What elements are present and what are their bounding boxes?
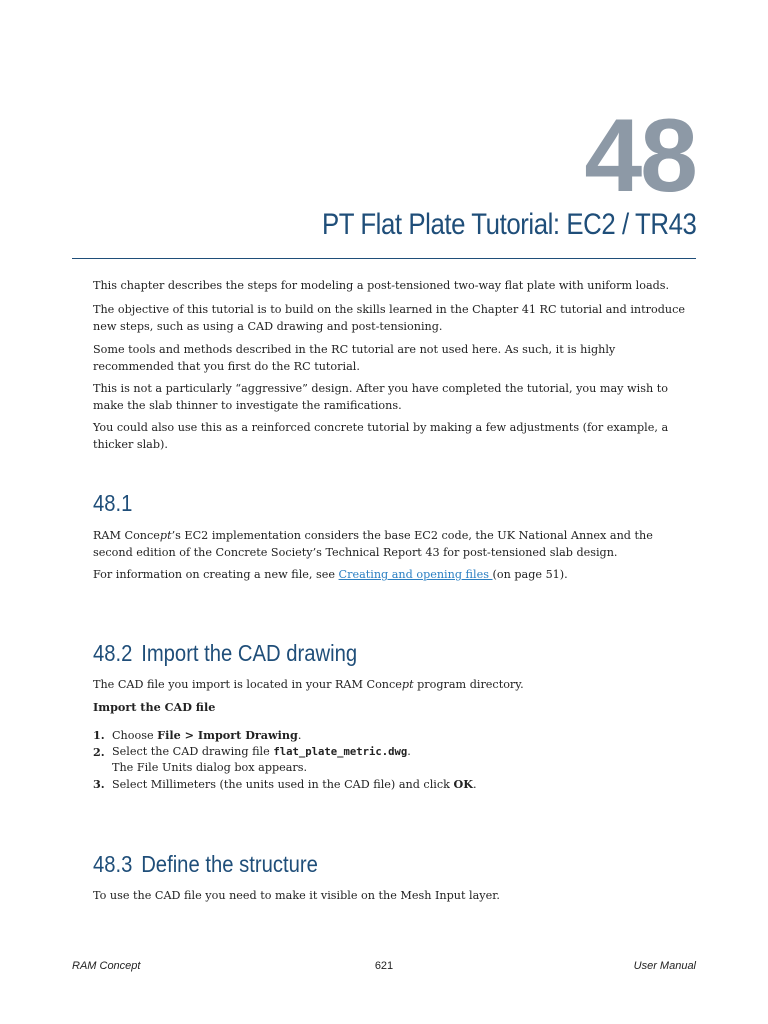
text-run: . (407, 745, 411, 758)
text-run: RAM Conce (93, 529, 160, 542)
procedure-steps (93, 727, 696, 793)
title-rule (72, 258, 696, 259)
intro-paragraph-4: This is not a particularly “aggressive” design. After you have completed the tutorial, you may wish to make the slab thinner to investigate the ramifications. (93, 382, 668, 412)
procedure-title: Import the CAD file (93, 700, 216, 714)
creating-opening-files-link[interactable]: Creating and opening files (338, 568, 493, 581)
section-heading-48-2 (93, 640, 357, 667)
chapter-number: 48 (584, 98, 696, 214)
text-run: . (472, 778, 477, 791)
chapter-title: PT Flat Plate Tutorial: EC2 / TR43 (321, 208, 696, 241)
text-run: program directory. (413, 678, 524, 691)
section-48-1-paragraph-1 (93, 528, 696, 561)
step-result: The File Units dialog box appears. (112, 761, 308, 774)
step-number: 2. (93, 745, 105, 759)
section-number: 48.1 (93, 490, 133, 516)
section-heading-48-1 (93, 490, 141, 517)
section-48-3-paragraph: To use the CAD file you need to make it visible on the Mesh Input layer. (93, 889, 500, 902)
text-run: Choose (112, 729, 158, 742)
italic-run: pt (159, 529, 172, 542)
section-title: Define the structure (141, 851, 318, 877)
list-item (93, 744, 696, 776)
step-number: 3. (93, 777, 105, 791)
text-run: ’s EC2 implementation considers the base EC2 code, the UK National Annex and the second edition of the Concrete Society’s Technical Report 43 for post-tensioned slab design. (93, 529, 653, 559)
text-run: For information on creating a new file, see (93, 568, 339, 581)
text-run: Select Millimeters (the units used in the CAD file) and click (112, 778, 454, 791)
section-number: 48.3 (93, 851, 133, 877)
text-run: Select the CAD drawing file (112, 745, 274, 758)
italic-run: pt (401, 678, 414, 691)
text-run: . (297, 729, 302, 742)
filename-code: flat_plate_metric.dwg (273, 746, 408, 758)
footer-page-number: 621 (374, 960, 394, 972)
intro-paragraph-1: This chapter describes the steps for modeling a post-tensioned two-way flat plate with uniform loads. (93, 279, 670, 292)
bold-run: File > Import Drawing (157, 728, 298, 742)
footer-product-name: RAM Concept (72, 960, 141, 972)
bold-run: OK (453, 777, 473, 791)
section-48-2-paragraph (93, 677, 696, 694)
section-48-1-paragraph-2 (93, 567, 696, 584)
section-heading-48-3 (93, 851, 318, 878)
intro-paragraph-2: The objective of this tutorial is to build on the skills learned in the Chapter 41 RC tutorial and introduce new steps, such as using a CAD drawing and post-tensioning. (93, 303, 685, 333)
footer-document-name: User Manual (633, 960, 696, 972)
list-item (93, 727, 696, 744)
section-number: 48.2 (93, 640, 133, 666)
intro-paragraph-3: Some tools and methods described in the RC tutorial are not used here. As such, it is highly recommended that you first do the RC tutorial. (93, 343, 616, 373)
step-number: 1. (93, 728, 105, 742)
text-run: (on page 51). (492, 568, 568, 581)
text-run: The CAD file you import is located in your RAM Conce (93, 678, 402, 691)
section-title: Import the CAD drawing (141, 640, 358, 666)
list-item (93, 776, 696, 793)
intro-paragraph-5: You could also use this as a reinforced concrete tutorial by making a few adjustments (for example, a thicker slab). (93, 421, 669, 451)
